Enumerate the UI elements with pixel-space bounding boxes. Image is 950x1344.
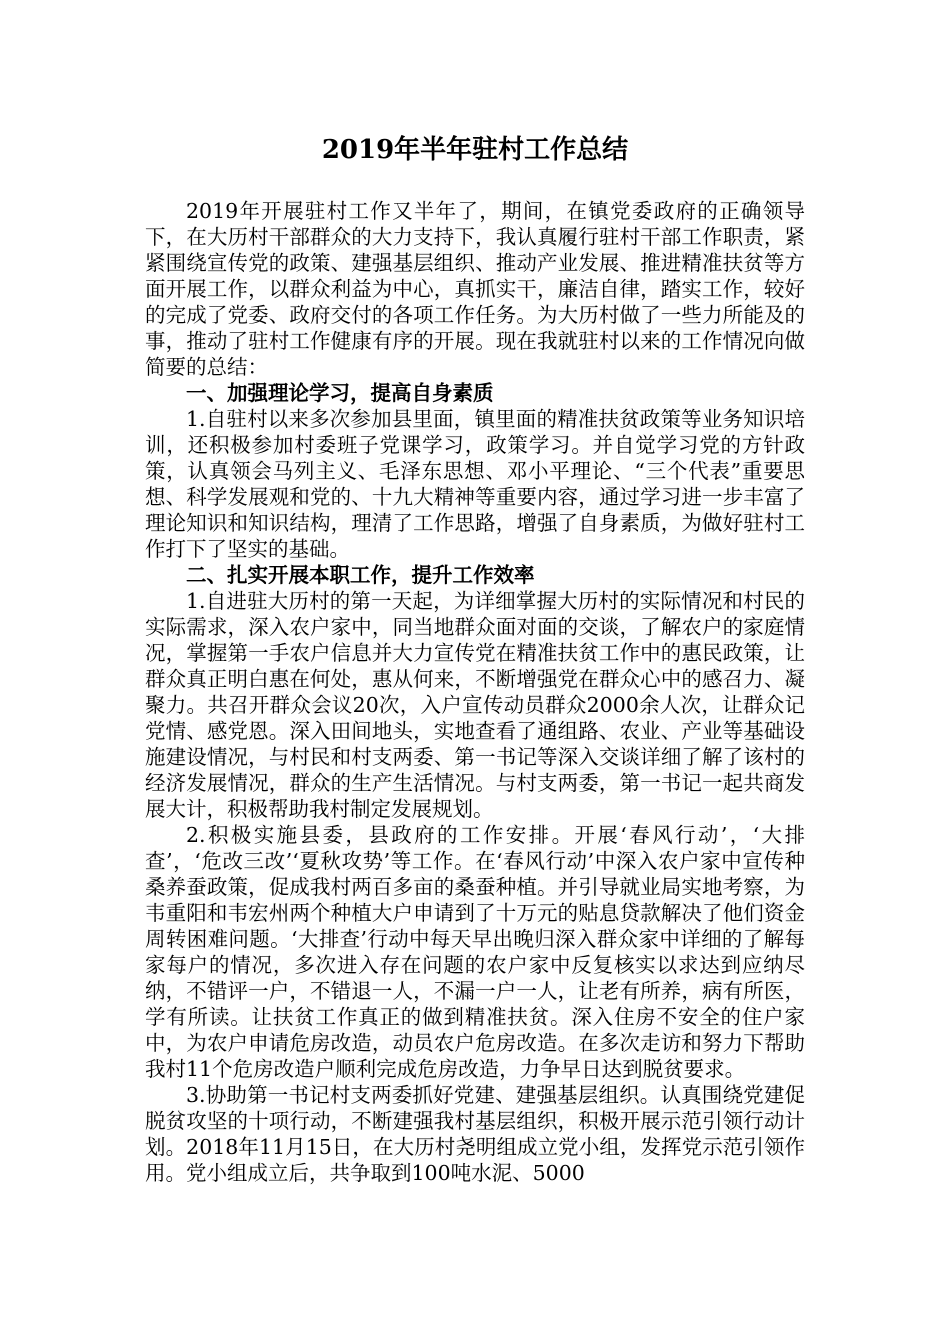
section-1-paragraph-1: 1.自驻村以来多次参加县里面，镇里面的精准扶贫政策等业务知识培训，还积极参加村委班子党课学习，政策学习。并自觉学习党的方针政策，认真领会马列主义、毛泽东思想、邓小平理论、“三个代表”重要思想、科学发展观和党的、十九大精神等重要内容，通过学习进一步丰富了理论知识和知识结构，理清了工作思路，增强了自身素质，为做好驻村工作打下了坚实的基础。 bbox=[145, 407, 805, 561]
section-2-paragraph-2: 2.积极实施县委，县政府的工作安排。开展‘春风行动’，‘大排查’，‘危改三改’‘夏秋攻势’等工作。在‘春风行动’中深入农户家中宣传种桑养蚕政策，促成我村两百多亩的桑蚕种植。并引导就业局实地考察，为韦重阳和韦宏州两个种植大户申请到了十万元的贴息贷款解决了他们资金周转困难问题。‘大排查’行动中每天早出晚归深入群众家中详细的了解每家每户的情况，多次进入存在问题的农户家中反复核实以求达到应纳尽纳，不错评一户，不错退一人，不漏一户一人，让老有所养，病有所医，学有所读。让扶贫工作真正的做到精准扶贫。深入住房不安全的住户家中，为农户申请危房改造，动员农户危房改造。在多次走访和努力下帮助我村11个危房改造户顺利完成危房改造，力争早日达到脱贫要求。 bbox=[145, 823, 805, 1081]
section-2-paragraph-3: 3.协助第一书记村支两委抓好党建、建强基层组织。认真围绕党建促脱贫攻坚的十项行动，不断建强我村基层组织，积极开展示范引领行动计划。2018年11月15日，在大历村尧明组成立党小组，发挥党示范引领作用。党小组成立后，共争取到100吨水泥、5000 bbox=[145, 1083, 805, 1185]
section-2-heading: 二、扎实开展本职工作，提升工作效率 bbox=[186, 563, 535, 587]
section-1-heading: 一、加强理论学习，提高自身素质 bbox=[186, 381, 494, 405]
section-2-paragraph-1: 1.自进驻大历村的第一天起，为详细掌握大历村的实际情况和村民的实际需求，深入农户家中，同当地群众面对面的交谈，了解农户的家庭情况，掌握第一手农户信息并大力宣传党在精准扶贫工作中的惠民政策，让群众真正明白惠在何处，惠从何来，不断增强党在群众心中的感召力、凝聚力。共召开群众会议20次，入户宣传动员群众2000余人次，让群众记党情、感党恩。深入田间地头，实地查看了通组路、农业、产业等基础设施建设情况，与村民和村支两委、第一书记等深入交谈详细了解了该村的经济发展情况，群众的生产生活情况。与村支两委，第一书记一起共商发展大计，积极帮助我村制定发展规划。 bbox=[145, 589, 805, 821]
document-title: 2019年半年驻村工作总结 bbox=[321, 135, 629, 165]
intro-paragraph: 2019年开展驻村工作又半年了，期间，在镇党委政府的正确领导下，在大历村干部群众的大力支持下，我认真履行驻村干部工作职责，紧紧围绕宣传党的政策、建强基层组织、推动产业发展、推进精准扶贫等方面开展工作，以群众利益为中心，真抓实干，廉洁自律，踏实工作，较好的完成了党委、政府交付的各项工作任务。为大历村做了一些力所能及的事，推动了驻村工作健康有序的开展。现在我就驻村以来的工作情况向做简要的总结： bbox=[145, 199, 805, 379]
document-body bbox=[145, 198, 805, 1186]
